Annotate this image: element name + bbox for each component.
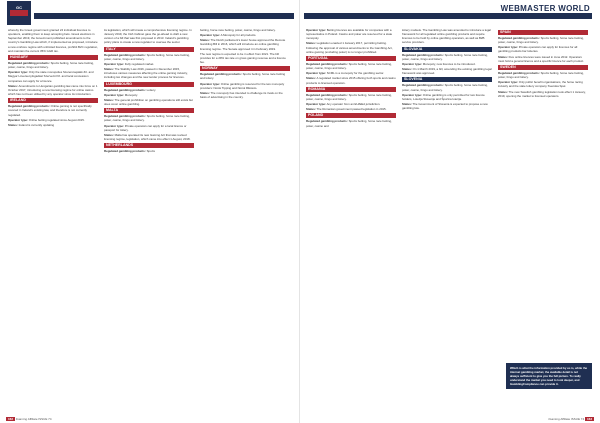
paragraph: Status: Ireland is currently updating xyxy=(8,122,55,127)
paragraph: Operator type: A Monopoly for all products. xyxy=(200,33,257,38)
right-footer xyxy=(548,417,594,421)
paragraph: Regulated gambling products: Sports betting, horse race betting, poker, casino, bingo and lottery. xyxy=(8,60,94,70)
country-heading-malta: MALTA xyxy=(104,108,194,113)
paragraph: Status: A regulated market since 2015 offering both sports and casino products to licensed operators. xyxy=(306,76,396,85)
paragraph: Status: The Government of Slovenia is expected to propose a new gambling law. xyxy=(402,102,488,111)
paragraph: Operator type: Monopoly. xyxy=(104,92,138,97)
magazine-name: iGaming Affiliate xyxy=(15,417,38,421)
paragraph: Operator type: Fully regulated market. xyxy=(104,61,155,66)
paragraph: Status: The new Swedish gambling legislation took effect 1 January, 2019, opening the market to licensed operators. xyxy=(498,89,586,98)
country-heading-portugal: PORTUGAL xyxy=(306,56,396,61)
paragraph: Regulated gambling products: Online gaming is not specifically covered in Ireland's existing law, and therefore is not currently regulated. xyxy=(8,104,92,117)
paragraph: Regulated gambling products: Sports betting, horse race betting, poker, casino, bingo and lottery. xyxy=(498,36,584,45)
issue-label: ISSUE 74 xyxy=(570,417,585,421)
paragraph: Regulated gambling products: Sports betting, horse race betting, poker, casino, bingo and lottery. xyxy=(104,114,190,123)
paragraph: Operator type: Online gambling is only permitted for two licence holders, Loterija Slovenije and Športna loterija. xyxy=(402,92,485,101)
country-heading-ireland: IRELAND xyxy=(8,98,98,103)
page-number: 163 xyxy=(586,417,592,421)
paragraph: Operator type: Monopoly, new licences to be introduced. xyxy=(402,61,476,66)
left-column-1 xyxy=(8,28,98,128)
right-page xyxy=(300,0,600,423)
paragraph: Status: Amendments to Hungarian gambling law came into force on 1 October 2017, introducing a new licensing regime for online casino which has not been utilised by any operator since its introduction. xyxy=(8,83,98,97)
country-heading-hungary: HUNGARY xyxy=(8,55,98,60)
paragraph: Regulated gambling products: Sports betting, horse race betting, poker, casino, bingo and lottery. xyxy=(306,61,392,71)
paragraph: Regulated gambling products: Sports betting, horse race betting, poker, bingo and lottery. xyxy=(498,70,584,80)
paragraph: Regulated gambling products: Sports xyxy=(104,149,155,154)
paragraph: Operator type: Online gambling is reserved for the two monopoly providers: Norsk Tipping and Norsk Rikstoto. xyxy=(200,81,285,90)
paragraph: Operator type: SCML is a monopoly for the gambling sector. xyxy=(306,71,385,76)
paragraph: Operator type: Only the state monopolies Szerencsejáték Zrt. and Magyar Lóversenyfogadást Szervező Kft. and local concession companies can apply for a licence. xyxy=(8,70,94,83)
country-heading-italy: ITALY xyxy=(104,47,194,52)
left-footer xyxy=(6,417,52,421)
gambling-compliance-logo xyxy=(6,0,32,26)
country-heading-slovakia: SLOVAKIA xyxy=(402,47,492,52)
paragraph: Status: Legislation enacted 1 January 2017, permitting betting. Following the approval of various amendments to the Gambling Act, online gaming (excluding poker) is no longer prohibited. xyxy=(306,41,393,54)
left-header-bar xyxy=(34,13,294,19)
callout-box: Which is what the information provided by us is, while the internet gambling market, the available detail is not always sufficient to give you the full picture. To really understand the market you need to look deeper, and GamblingCompliance can provide it. xyxy=(506,363,592,389)
paragraph: Status: The Stability Law 2016, passed in December 2015, introduces various measures affecting the online gaming industry, including tax changes and the new tender process for licences. xyxy=(104,67,188,80)
paragraph: Status: The monopoly has intended to challenge its rivals on the basis of advertising in the country. xyxy=(200,90,283,100)
paragraph: Status: The Romanian government passed legislation in 2015. xyxy=(306,107,387,112)
paragraph: Status: Five online licences were issued in June 2012. Operators must hold a general licence and a specific licence for each product. xyxy=(498,54,584,63)
paragraph: Status: The Dutch parliament's lower house approved the Remote Gambling Bill in 2016, which will introduce an online gambling licensing regime. The Senate approved it in February 2019. xyxy=(200,38,286,51)
paragraph: Status: The general prohibition on gambling operations still exists but does cover online gambling. xyxy=(104,97,193,107)
paragraph: Operator type: Private operators can apply for licences for all gambling products bar lotteries. xyxy=(498,45,578,54)
svg-text:GC: GC xyxy=(16,5,22,10)
country-heading-norway: NORWAY xyxy=(200,66,290,71)
issue-label: ISSUE 74 xyxy=(38,417,52,421)
paragraph: Regulated gambling products: Sports betting, horse race betting, poker, casino, bingo and lottery. xyxy=(104,52,190,61)
country-heading-luxembourg: LUXEMBOURG xyxy=(104,82,194,87)
paragraph: Operator type: Betting licences are available for companies with a representative in Poland. Casino and poker are reserved for a state monopoly. xyxy=(306,28,393,41)
paragraph: Operator type: Any operator from an EU/EEA jurisdiction. xyxy=(306,102,381,107)
right-column-3 xyxy=(498,28,588,99)
left-column-3 xyxy=(200,28,290,100)
paragraph: Operator type: Online betting regulated since August 2015. xyxy=(8,117,85,122)
country-heading-slovenia: SLOVENIA xyxy=(402,77,492,82)
paragraph: Regulated gambling products: Lottery. xyxy=(104,87,156,92)
paragraph: Regulated gambling products: Sports betting, horse race betting, poker, casino, bingo and lottery. xyxy=(402,83,488,92)
intro-text: whereby the Greek government granted 24 individual licences to operators, enabling them to keep accepting bets. Greek elections in September 2019, the Government published amendments to the country's Gambling Law which, if implemented as proposed, introduce a new onshore regime with unlimited licences, prohibit B2C regulation, and maintain the current 35% GGR tax. xyxy=(8,28,98,53)
paragraph: Status: Malta has operated its new Gaming Act that was revised licensing regime, legislation, which came into effect 1 August, 2018. xyxy=(104,132,191,141)
country-heading-netherlands: NETHERLANDS xyxy=(104,143,194,148)
country-heading-romania: ROMANIA xyxy=(306,87,396,92)
country-heading-sweden: SWEDEN xyxy=(498,65,588,70)
right-header-bar xyxy=(304,13,592,19)
intro-text: lottery markets. The Gambling Law was amended to introduce a legal framework for all regulated online gambling products and require licences to be held by online gambling operators, as well as B2B service providers. xyxy=(402,28,491,45)
magazine-name: iGaming Affiliate xyxy=(548,417,571,421)
country-heading-poland: POLAND xyxy=(306,113,396,118)
paragraph: Regulated gambling products: Sports betting, horse race betting, poker, casino, bingo and lottery. xyxy=(402,52,488,61)
intro-text: its legislation, which will create a comprehensive licensing regime. In January 2019, the Irish Cabinet gave the go-ahead to draft a new version of a bill that was first proposed in 2013. Ireland's gambling policy plans to create a new regulator to oversee the sector. xyxy=(104,28,192,45)
page-number: 162 xyxy=(8,417,14,421)
intro-text: betting, horse race betting, poker, casino, bingo and lottery. xyxy=(200,28,276,32)
paragraph: The new regime is expected to be in effect from 2021. The bill provides for a 29% tax rate on gross gaming revenue and a licence fee. xyxy=(200,51,286,65)
paragraph: Regulated gambling products: Sports betting, horse race betting, poker, casino, bingo and lottery. xyxy=(306,92,392,101)
section-title: WEBMASTER WORLD xyxy=(500,4,590,13)
country-heading-spain: SPAIN xyxy=(498,30,588,35)
right-column-2 xyxy=(402,28,492,111)
left-column-2 xyxy=(104,28,194,154)
paragraph: Regulated gambling products: Sports betting, horse race betting, poker, casino and xyxy=(306,119,392,128)
paragraph: Operator type: Only public benefit organisations, the horse racing industry and the state lottery company Svenska Spel. xyxy=(498,80,583,89)
paragraph: Regulated gambling products: Sports betting, horse race betting and lottery. xyxy=(200,72,286,81)
paragraph: Status: On 1 March 2019, a bill, amending the existing gambling legal framework was approved. xyxy=(402,67,492,76)
paragraph: Operator type: Private operators can apply for a local licence or passport for lottery. xyxy=(104,123,187,132)
right-column-1 xyxy=(306,28,396,129)
